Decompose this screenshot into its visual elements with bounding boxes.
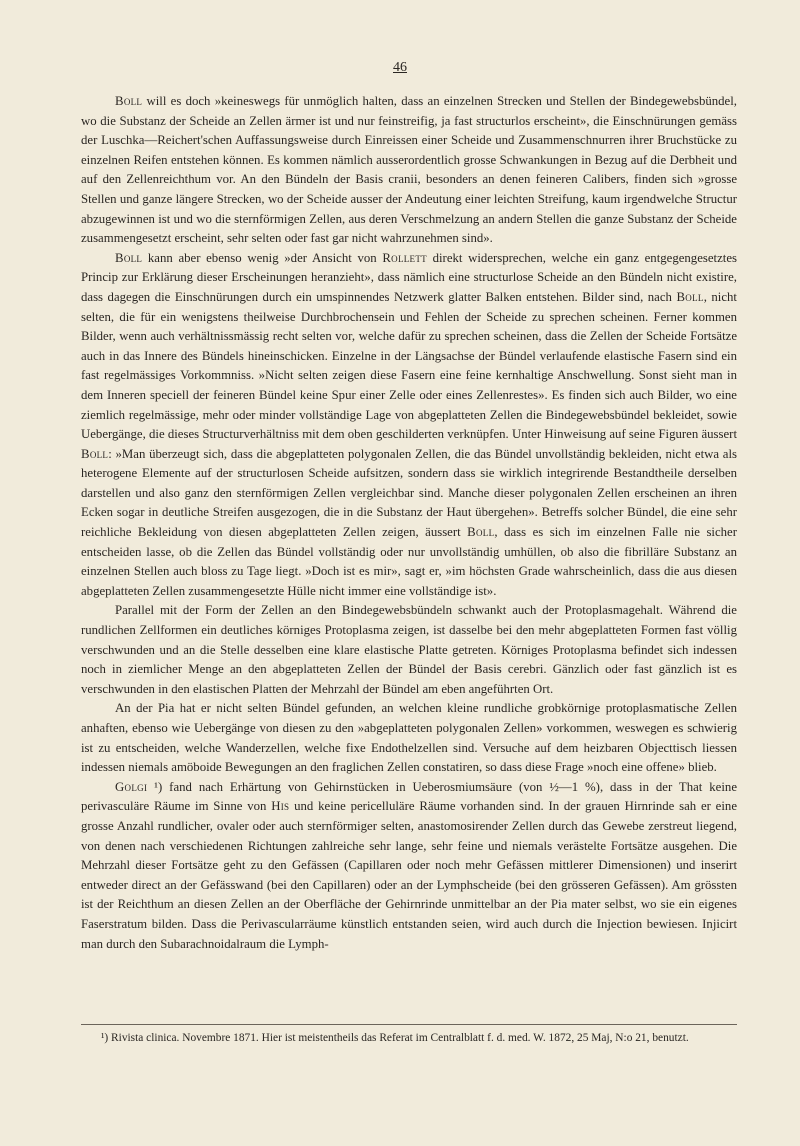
paragraph-text: direkt widersprechen, welche ein ganz entgegengesetztes Princip zur Erklärung dieser Erscheinungen heranzieht», dass nämlich eine structurlose Scheide an den Bündeln nicht existire, dass dagegen die Einschnürungen durch ein umspinnendes Netzwerk glatter Balken entstehen. Bilder sind, nach bbox=[81, 250, 737, 304]
paragraph bbox=[81, 778, 737, 954]
page-number: 46 bbox=[393, 60, 407, 75]
author-name: Boll bbox=[676, 289, 704, 304]
author-name: Boll bbox=[115, 250, 143, 265]
paragraph-text: , nicht selten, die für ein wenigstens theilweise Durchbrochensein und Fehlen der Scheide zu sprechen scheinen. Ferner kommen Bilder, wenn auch verhältnissmässig recht selten vor, welche dafür zu sprechen scheinen, dass die Zellen der Scheide Fortsätze auch in das Innere des Bündels hineinschicken. Einzelne in der Längsachse der Bündel verlaufende elastische Fasern sind ein fast regelmässiges Vorkommniss. »Nicht selten zeigen diese Fasern eine feine kernhaltige Anschwellung. Sonst sieht man in dem Inneren speciell der feineren Bündel keine Spur einer Zelle oder eines Zellenrestes». Es finden sich auch Bilder, wo eine ziemlich regelmässige, mehr oder minder vollständige Lage von abgeplatteten Zellen die Bindegewebsbündel bekleidet, sowie Uebergänge, die dieses Structurverhältniss mit dem oben geschilderten verknüpfen. Unter Hinweisung auf seine Figuren äussert bbox=[81, 289, 737, 442]
paragraph bbox=[81, 92, 737, 249]
paragraph-text: An der Pia hat er nicht selten Bündel gefunden, an welchen kleine rundliche grobkörnige protoplasmatische Zellen anhaften, ebenso wie Uebergänge von diesen zu den »abgeplatteten polygonalen Zellen» vorkommen, weswegen es schwierig ist zu entscheiden, welche Wanderzellen, welche fixe Endothelzellen sind. Versuche auf dem heizbaren Objecttisch liessen indessen niemals amöboide Bewegungen an den fraglichen Zellen constatiren, so dass diese Frage »noch eine offene» blieb. bbox=[81, 701, 737, 775]
paragraph-text: will es doch »keineswegs für unmöglich halten, dass an einzelnen Strecken und Stellen der Bindegewebsbündel, wo die Substanz der Scheide an Zellen ärmer ist und nur feinstreifig, ja fast structurlos erscheint», die Einschnürungen gemäss der Luschka—Reichert'schen Auffassungsweise durch Einreissen einer Scheide und Zusammenschnurren ihrer Bruchstücke zu einzelnen Reifen entstehen können. Es kommen nämlich ausserordentlich grosse Schwankungen in Bezug auf die Derbheit und auf den Zellenreichthum vor. An den Bündeln der Basis cranii, besonders an denen feineren Calibers, finden sich »grosse Stellen und ganze längere Strecken, wo der Scheide ausser der Andeutung einer leichten Streifung, kaum irgendwelche Structur abzugewinnen ist und wo die sternförmigen Zellen, aus deren Verschmelzung an andern Stellen die ganze Substanz der Scheide zusammengesetzt erscheint, sehr selten oder fast gar nicht wahrzunehmen sind». bbox=[81, 94, 737, 246]
footnote-text: ¹) Rivista clinica. Novembre 1871. Hier ist meistentheils das Referat im Centralblatt f. d. med. W. 1872, 25 Maj, N:o 21, benutzt. bbox=[101, 1032, 689, 1044]
footnote bbox=[81, 1030, 737, 1047]
paragraph bbox=[81, 699, 737, 777]
paragraph-text: Parallel mit der Form der Zellen an den Bindegewebsbündeln schwankt auch der Protoplasmagehalt. Während die rundlichen Zellformen ein deutliches körniges Protoplasma zeigen, ist dasselbe bei den mehr abgeplatteten Formen fast völlig verschwunden und an die Stelle desselben eine klare elastische Platte getreten. Körniges Protoplasma befindet sich indessen noch in ziemlicher Menge an den abgeplatteten Zellen der Bündel der Basis cerebri. Gänzlich oder fast gänzlich ist es verschwunden in den elastischen Platten der Mehrzahl der Bündel am eben angeführten Ort. bbox=[81, 603, 737, 696]
footnote-rule bbox=[81, 1024, 737, 1025]
paragraph bbox=[81, 249, 737, 602]
author-name: Boll bbox=[81, 446, 109, 461]
paragraph-text: kann aber ebenso wenig »der Ansicht von bbox=[142, 250, 383, 265]
author-name: His bbox=[271, 799, 290, 814]
paragraph-text: , dass es sich im einzelnen Falle nie sicher entscheiden lasse, ob die Zellen das Bündel vollständig oder nur unvollständig umhüllen, ob also die fibrilläre Substanz an einzelnen Stellen auch bloss zu Tage liegt. »Doch ist es mir», sagt er, »im höchsten Grade wahrscheinlich, dass die aus diesen abgeplatteten Zellen zusammengesetzte Hülle nicht immer eine vollständige ist». bbox=[81, 525, 738, 598]
paragraph-text: und keine pericelluläre Räume vorhanden sind. In der grauen Hirnrinde sah er eine grosse Anzahl rundlicher, ovaler oder auch sternförmiger selten, anastomosirender Zellen durch das Gewebe zerstreut liegend, von denen nach verschiedenen Richtungen zahlreiche sehr lange, sehr feine und niemals verästelte Fortsätze ausgehen. Die Mehrzahl dieser Fortsätze geht zu den Gefässen (Capillaren oder noch mehr Gefässen mittlerer Dimensionen) und inserirt entweder direct an der Gefässwand (bei den Capillaren) oder an der Lymphscheide (bei den grösseren Gefässen). Am grössten ist der Reichthum an diesen Zellen an der Oberfläche der Gehirnrinde unmittelbar an der Pia mater selbst, wo sie ein eigenes Faserstratum bilden. Dass die Perivascularräume künstlich entstanden seien, wird auch durch die Injection bewiesen. Injicirt man durch den Subarachnoidalraum die Lymph- bbox=[81, 799, 737, 951]
paragraph-text: : »Man überzeugt sich, dass die abgeplatteten polygonalen Zellen, die das Bündel unvollständig bekleiden, nicht etwa als heterogene Elemente auf der structurlosen Scheide aufsitzen, sondern dass sie wirklich integrirende Bestandtheile derselben darstellen und also ganz den sternförmigen Zellen vergleichbar sind. Manche dieser polygonalen Zellen erscheinen an ihren Ecken sogar in deutliche Streifen ausgezogen, die in die Substanz der Haut übergehen». Betreffs solcher Bündel, die eine sehr reichliche Bekleidung von diesen abgeplatteten Zellen zeigen, äussert bbox=[81, 446, 737, 540]
author-name: Boll bbox=[467, 525, 495, 540]
author-name: Golgi bbox=[115, 779, 148, 794]
author-name: Rollett bbox=[382, 250, 427, 265]
author-name: Boll bbox=[115, 94, 143, 108]
body-text bbox=[81, 92, 737, 954]
paragraph-text: ¹) fand nach Erhärtung von Gehirnstücken in Ueberosmiumsäure (von ½—1 %), dass in der That keine perivasculäre Räume im Sinne von bbox=[81, 779, 737, 814]
paragraph bbox=[81, 601, 737, 699]
